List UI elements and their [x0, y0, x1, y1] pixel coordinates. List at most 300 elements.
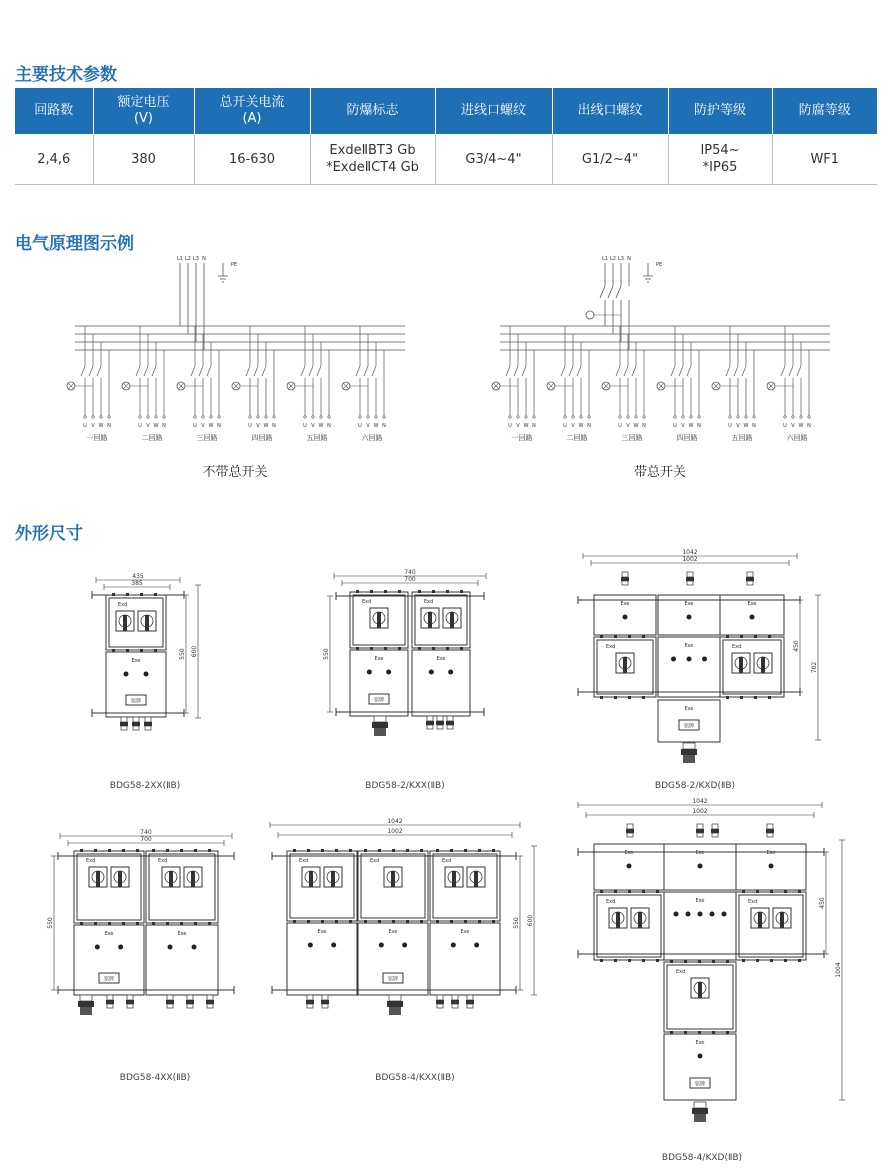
terminal-label: N: [697, 423, 701, 429]
terminal-dot: [92, 416, 94, 418]
terminal-label: W: [743, 423, 749, 429]
bolt-icon: [698, 960, 701, 963]
cable-gland-icon: [447, 716, 453, 721]
dim-value: 1002: [682, 556, 698, 563]
cable-gland-icon: [133, 717, 139, 722]
terminal-dot: [359, 416, 361, 418]
cable-gland-icon: [187, 995, 193, 1000]
cable-gland-icon: [166, 1000, 174, 1004]
spec-data-row: [15, 134, 877, 185]
switch-lever-icon: [780, 912, 784, 928]
main-gland-icon: [389, 995, 401, 1001]
indicator-lamp-icon: [710, 912, 715, 917]
switch-blade: [561, 366, 565, 376]
indicator-lamp-icon: [367, 670, 372, 675]
terminal-label: U: [138, 423, 142, 429]
main-gland-icon: [389, 1007, 401, 1015]
switch-blade: [569, 366, 573, 376]
terminal-dot: [257, 416, 259, 418]
terminal-dot: [753, 416, 755, 418]
bolt-icon: [614, 959, 617, 962]
cable-gland-icon: [437, 1004, 443, 1008]
switch-lever-icon: [698, 982, 702, 998]
indicator-lamp-icon: [623, 615, 628, 620]
bolt-icon: [784, 959, 787, 962]
main-gland-icon: [78, 1001, 94, 1007]
terminal-dot: [588, 416, 590, 418]
cable-gland-icon: [697, 824, 703, 829]
dim-value: 740: [140, 829, 152, 836]
bus-label-L2: L2: [610, 256, 616, 262]
main-gland-icon: [694, 1114, 706, 1122]
bolt-icon: [80, 849, 83, 852]
switch-lever-icon: [623, 657, 627, 673]
exd-label: Exd: [86, 858, 96, 864]
terminal-label: U: [248, 423, 252, 429]
switch-blade: [246, 366, 250, 376]
indicator-lamp-icon: [429, 670, 434, 675]
model-label-6: BDG58-4/KXD(ⅡB): [661, 1153, 743, 1163]
dim-value: 450: [793, 640, 800, 652]
terminal-dot: [737, 416, 739, 418]
terminal-dot: [218, 416, 220, 418]
terminal-dot: [139, 416, 141, 418]
dim-value: 1042: [692, 798, 708, 805]
cable-gland-icon: [747, 581, 753, 585]
bolt-icon: [656, 890, 659, 893]
main-gland-icon: [374, 716, 386, 722]
cable-gland-icon: [627, 833, 633, 837]
terminal-dot: [784, 416, 786, 418]
exd-label: Exd: [370, 858, 380, 864]
indicator-lamp-icon: [308, 943, 313, 948]
exd-label: Exd: [606, 644, 616, 650]
table-value-cell-5: G1/2~4": [552, 134, 668, 185]
bolt-icon: [450, 849, 453, 852]
switch-lever-icon: [638, 912, 642, 928]
terminal-label: W: [798, 423, 804, 429]
table-header-cell-2: 总开关电流 (A): [194, 88, 310, 134]
bolt-icon: [754, 696, 757, 699]
bolt-icon: [460, 590, 463, 593]
nameplate-label: 铭牌: [103, 976, 115, 983]
dim-value: 450: [819, 897, 826, 909]
switch-blade: [207, 366, 211, 376]
cable-gland-icon: [126, 1000, 134, 1004]
dim-value: 385: [131, 580, 143, 587]
terminal-label: U: [508, 423, 512, 429]
dim-value: 1042: [387, 818, 403, 825]
dim-value: 1002: [387, 828, 403, 835]
bolt-icon: [356, 590, 359, 593]
dim-value: 1002: [692, 808, 708, 815]
cable-gland-icon: [746, 577, 754, 581]
exd-label: Exd: [676, 969, 686, 975]
diagram-caption-left: 不带总开关: [202, 465, 268, 480]
terminal-label: N: [807, 423, 811, 429]
cable-gland-icon: [106, 1000, 114, 1004]
table-value-cell-1: 380: [93, 134, 194, 185]
terminal-dot: [367, 416, 369, 418]
bolt-icon: [768, 635, 771, 638]
cable-gland-icon: [307, 995, 313, 1000]
cable-gland-icon: [127, 995, 133, 1000]
exd-label: Exd: [732, 644, 742, 650]
terminal-label: N: [532, 423, 536, 429]
bolt-icon: [392, 849, 395, 852]
nameplate-label: 铭牌: [373, 697, 385, 704]
switch-lever-icon: [96, 871, 100, 887]
circuit-label: 三回路: [196, 434, 218, 442]
table-header-cell-6: 防护等级: [668, 88, 772, 134]
nameplate-label: 铭牌: [387, 976, 399, 983]
switch-lever-icon: [309, 871, 313, 887]
exe-label: Exe: [684, 601, 694, 607]
bolt-icon: [798, 890, 801, 893]
terminal-dot: [627, 416, 629, 418]
wiring-diagram-with-main-switch: [480, 248, 840, 448]
bolt-icon: [600, 890, 603, 893]
indicator-lamp-icon: [331, 943, 336, 948]
terminal-label: U: [563, 423, 567, 429]
exe-label: Exe: [684, 706, 694, 712]
switch-blade: [152, 366, 156, 376]
exe-label: Exe: [620, 601, 630, 607]
switch-lever-icon: [450, 612, 454, 628]
cable-gland-icon: [622, 572, 628, 577]
bus-label-L3: L3: [618, 256, 624, 262]
switch-lever-icon: [616, 912, 620, 928]
terminal-label: W: [688, 423, 694, 429]
exd-label: Exd: [158, 858, 168, 864]
terminal-dot: [619, 416, 621, 418]
cable-gland-icon: [712, 824, 718, 829]
bolt-icon: [436, 849, 439, 852]
bolt-icon: [770, 959, 773, 962]
bolt-icon: [656, 959, 659, 962]
cable-gland-icon: [687, 572, 693, 577]
terminal-label: N: [642, 423, 646, 429]
cable-gland-icon: [322, 995, 328, 1000]
exd-label: Exd: [442, 858, 452, 864]
terminal-label: U: [783, 423, 787, 429]
exe-label: Exe: [317, 929, 327, 935]
bus-label-N: N: [202, 256, 206, 262]
table-header-cell-4: 进线口螺纹: [435, 88, 552, 134]
cable-gland-icon: [446, 721, 454, 725]
cable-gland-icon: [451, 1000, 459, 1004]
switch-lever-icon: [739, 657, 743, 673]
cable-gland-icon: [627, 824, 633, 829]
switch-blade: [687, 366, 691, 376]
table-header-cell-1: 额定电压 (V): [93, 88, 194, 134]
switch-blade: [364, 366, 368, 376]
dimension-drawings: [0, 540, 888, 1140]
switch-lever-icon: [331, 871, 335, 887]
cable-gland-icon: [207, 1004, 213, 1008]
terminal-label: V: [571, 423, 575, 429]
bolt-icon: [418, 590, 421, 593]
bus-label-N: N: [627, 256, 631, 262]
switch-lever-icon: [761, 657, 765, 673]
cable-gland-icon: [307, 1004, 313, 1008]
terminal-dot: [682, 416, 684, 418]
section-title-params: 主要技术参数: [15, 65, 117, 85]
cable-gland-icon: [187, 1004, 193, 1008]
circuit-label: 四回路: [251, 434, 273, 442]
bolt-icon: [642, 635, 645, 638]
terminal-label: W: [318, 423, 324, 429]
switch-blade: [506, 366, 510, 376]
cable-gland-icon: [466, 1000, 474, 1004]
bolt-icon: [370, 590, 373, 593]
terminal-dot: [509, 416, 511, 418]
exd-label: Exd: [118, 602, 128, 608]
main-gland-icon: [694, 1102, 706, 1108]
bolt-icon: [784, 890, 787, 893]
cable-gland-icon: [322, 1004, 328, 1008]
switch-blade: [742, 366, 746, 376]
cable-gland-icon: [452, 995, 458, 1000]
bolt-icon: [754, 635, 757, 638]
cable-gland-icon: [133, 726, 139, 730]
bolt-icon: [208, 849, 211, 852]
terminal-label: V: [681, 423, 685, 429]
switch-lever-icon: [452, 871, 456, 887]
indicator-lamp-icon: [627, 864, 632, 869]
terminal-label: U: [618, 423, 622, 429]
table-value-cell-0: 2,4,6: [15, 134, 93, 185]
switch-blade: [726, 366, 730, 376]
main-gland-icon: [683, 755, 695, 763]
terminal-label: W: [373, 423, 379, 429]
terminal-dot: [100, 416, 102, 418]
bolt-icon: [349, 849, 352, 852]
bolt-icon: [293, 849, 296, 852]
dim-value: 700: [140, 836, 152, 843]
main-switch-blade: [616, 286, 621, 298]
bolt-icon: [670, 960, 673, 963]
dim-value: 700: [404, 576, 416, 583]
terminal-label: V: [791, 423, 795, 429]
terminal-dot: [210, 416, 212, 418]
exe-label: Exe: [460, 929, 470, 935]
bolt-icon: [628, 635, 631, 638]
exd-label: Exd: [606, 899, 616, 905]
switch-blade: [616, 366, 620, 376]
exd-label: Exd: [362, 599, 372, 605]
main-switch-blade: [608, 286, 613, 298]
terminal-dot: [800, 416, 802, 418]
switch-blade: [191, 366, 195, 376]
cable-gland-icon: [121, 717, 127, 722]
exe-label: Exe: [684, 643, 694, 649]
terminal-label: N: [272, 423, 276, 429]
circuit-label: 四回路: [676, 434, 698, 442]
cable-gland-icon: [467, 995, 473, 1000]
main-switch-blade: [600, 286, 605, 298]
switch-lever-icon: [169, 871, 173, 887]
bolt-icon: [321, 849, 324, 852]
terminal-dot: [320, 416, 322, 418]
bolt-icon: [756, 959, 759, 962]
indicator-lamp-icon: [144, 672, 149, 677]
terminal-dot: [729, 416, 731, 418]
circuit-label: 一回路: [511, 434, 533, 442]
cable-gland-icon: [696, 829, 704, 833]
circuit-label: 三回路: [621, 434, 643, 442]
terminal-dot: [304, 416, 306, 418]
switch-blade: [89, 366, 93, 376]
terminal-label: V: [311, 423, 315, 429]
terminal-label: W: [523, 423, 529, 429]
main-gland-icon: [681, 749, 697, 755]
indicator-lamp-icon: [687, 615, 692, 620]
bolt-icon: [642, 959, 645, 962]
terminal-label: V: [366, 423, 370, 429]
bolt-icon: [364, 849, 367, 852]
bolt-icon: [94, 849, 97, 852]
bolt-icon: [768, 696, 771, 699]
terminal-dot: [580, 416, 582, 418]
bolt-icon: [614, 635, 617, 638]
dim-value: 550: [179, 648, 186, 660]
terminal-dot: [564, 416, 566, 418]
switch-lever-icon: [474, 871, 478, 887]
main-gland-icon: [692, 1108, 708, 1114]
bolt-icon: [152, 849, 155, 852]
terminal-label: N: [752, 423, 756, 429]
switch-blade: [797, 366, 801, 376]
switch-blade: [624, 366, 628, 376]
bolt-icon: [742, 959, 745, 962]
cable-gland-icon: [447, 725, 453, 729]
terminal-label: N: [162, 423, 166, 429]
indicator-lamp-icon: [686, 912, 691, 917]
switch-blade: [317, 366, 321, 376]
switch-blade: [577, 366, 581, 376]
bolt-icon: [614, 696, 617, 699]
bolt-icon: [194, 849, 197, 852]
switch-lever-icon: [377, 612, 381, 628]
terminal-label: N: [217, 423, 221, 429]
switch-blade: [781, 366, 785, 376]
dim-value: 1004: [835, 962, 842, 978]
terminal-dot: [249, 416, 251, 418]
switch-blade: [372, 366, 376, 376]
cable-gland-icon: [427, 716, 433, 721]
exe-label: Exe: [177, 931, 187, 937]
terminal-dot: [383, 416, 385, 418]
nameplate-label: 铭牌: [683, 723, 695, 730]
bolt-icon: [798, 959, 801, 962]
model-label-4: BDG58-4XX(ⅡB): [119, 1073, 191, 1083]
terminal-dot: [108, 416, 110, 418]
terminal-dot: [533, 416, 535, 418]
terminal-label: N: [382, 423, 386, 429]
cable-gland-icon: [437, 725, 443, 729]
indicator-lamp-icon: [448, 670, 453, 675]
indicator-lamp-icon: [168, 945, 173, 950]
indicator-lamp-icon: [95, 945, 100, 950]
cable-gland-icon: [107, 995, 113, 1000]
switch-blade: [356, 366, 360, 376]
indicator-lamp-icon: [386, 670, 391, 675]
cable-gland-icon: [686, 577, 694, 581]
switch-lever-icon: [145, 615, 149, 631]
cable-gland-icon: [747, 572, 753, 577]
cable-gland-icon: [321, 1000, 329, 1004]
table-header-cell-0: 回路数: [15, 88, 93, 134]
exe-label: Exe: [388, 929, 398, 935]
main-gland-icon: [372, 722, 388, 728]
terminal-label: N: [587, 423, 591, 429]
switch-lever-icon: [123, 615, 127, 631]
indicator-lamp-icon: [671, 657, 676, 662]
wiring-diagram-no-main-switch: [55, 248, 415, 448]
nameplate-label: 铭牌: [694, 1081, 706, 1088]
section-title-diagram: 电气原理图示例: [15, 234, 134, 254]
cable-gland-icon: [306, 1000, 314, 1004]
cable-gland-icon: [427, 725, 433, 729]
cable-gland-icon: [766, 829, 774, 833]
terminal-label: N: [107, 423, 111, 429]
cable-gland-icon: [711, 829, 719, 833]
terminal-dot: [698, 416, 700, 418]
indicator-lamp-icon: [674, 912, 679, 917]
terminal-dot: [202, 416, 204, 418]
table-header-cell-3: 防爆标志: [310, 88, 435, 134]
indicator-lamp-icon: [698, 912, 703, 917]
circuit-label: 六回路: [786, 434, 808, 442]
terminal-label: W: [98, 423, 104, 429]
terminal-label: W: [578, 423, 584, 429]
bolt-icon: [398, 590, 401, 593]
main-gland-icon: [80, 995, 92, 1001]
switch-blade: [254, 366, 258, 376]
terminal-dot: [572, 416, 574, 418]
cable-gland-icon: [186, 1000, 194, 1004]
circuit-label: 六回路: [361, 434, 383, 442]
exe-label: Exe: [374, 656, 384, 662]
switch-blade: [136, 366, 140, 376]
terminal-label: U: [193, 423, 197, 429]
bolt-icon: [464, 849, 467, 852]
cable-gland-icon: [621, 577, 629, 581]
bolt-icon: [628, 696, 631, 699]
bolt-icon: [684, 960, 687, 963]
terminal-label: W: [263, 423, 269, 429]
circuit-label: 五回路: [731, 434, 753, 442]
switch-blade: [671, 366, 675, 376]
cable-gland-icon: [626, 829, 634, 833]
bolt-icon: [726, 960, 729, 963]
bus-label-L1: L1: [177, 256, 183, 262]
terminal-label: W: [633, 423, 639, 429]
exe-label: Exe: [131, 658, 141, 664]
switch-blade: [522, 366, 526, 376]
cable-gland-icon: [145, 717, 151, 722]
terminal-dot: [194, 416, 196, 418]
bolt-icon: [756, 890, 759, 893]
bolt-icon: [136, 849, 139, 852]
cable-gland-icon: [127, 1004, 133, 1008]
main-gland-icon: [80, 1007, 92, 1015]
terminal-dot: [643, 416, 645, 418]
exe-label: Exe: [436, 656, 446, 662]
terminal-dot: [328, 416, 330, 418]
pe-label: PE: [231, 262, 238, 268]
